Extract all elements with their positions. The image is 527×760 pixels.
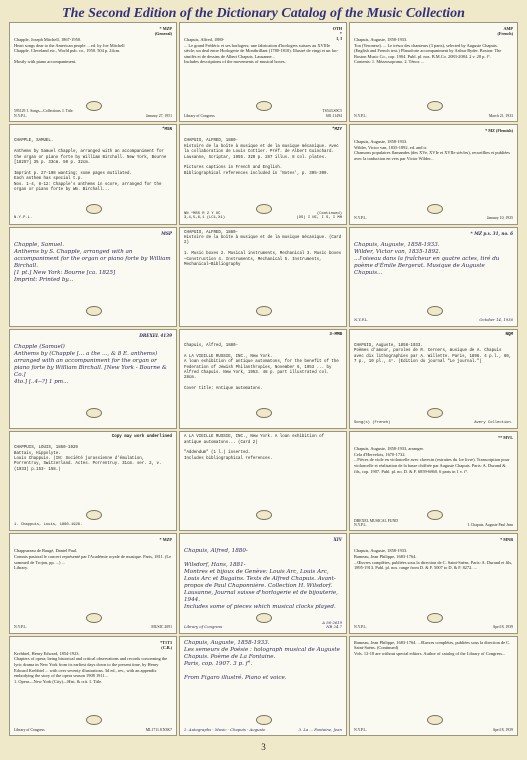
card-footer-left: N.Y.P.L.: [354, 113, 367, 118]
card-punch-hole: [256, 306, 272, 316]
card-footer-right: TS543.S9C5 681.11494: [322, 109, 342, 118]
card-entry-text: Chapuis, Auguste, 1858-1933. Wilder, Victor van, 1835-1892, ed. and tr. Chansons populaires flamandes (des XVe, XVIe et XVIIe siècles), recueillies et publiées avec la traduction en vers par Victor Wilder...: [354, 139, 510, 162]
catalog-card: [9, 533, 177, 633]
catalog-card: [349, 22, 518, 122]
card-footer-right: October 14, 1936: [479, 317, 513, 323]
card-punch-hole: [256, 101, 272, 111]
catalog-card: [9, 431, 177, 531]
catalog-card: [179, 329, 347, 429]
card-footer-left: N.Y.P.L.: [354, 317, 369, 323]
call-number: *MZY: [331, 128, 342, 133]
card-entry-text: Chapple (Samuel) Anthems by (Chapple [... a the ..., & 8 E. anthems) arranged with an accompaniment for the organ or piano forte by William Birchall. [New York - Bourne & Co.] 4to.] [..4--?] 1 pm...: [14, 343, 167, 385]
catalog-card: [9, 636, 177, 736]
card-entry-text: Chapuis, Auguste, 1858-1933. Ton (Veronese). ... Le trésor des chanteurs (3 parts), selected by Auguste Chapuis. (English and French text.) Planoforte accompaniment by Arthur Ryder. Boston: The Boston Music Co., cop. 1904. Publ. pl. nos. B.M.Co. 2083-2084. 2 v. 28 p. f°. Contents: 1. Mézzosoprano. 2. Ténor. ...: [354, 37, 502, 65]
catalog-card: [9, 124, 177, 224]
catalog-card: [179, 533, 347, 633]
card-entry-text: CHAPUIS, ALFRED, 1880- Histoire de la boîte à musique et de la musique mécanique. (Card 2) 1. Music boxes 2. Musical instruments, Mechanical 3. Music boxes—Construction 4. Instruments, Mechanical 5. Instruments, Mechanical—Bibliography: [184, 230, 342, 268]
card-entry-text: Rameau, Jean Philippe, 1683-1764. ...Œuvres complètes, publiées sous la direction de C. Saint-Saëns. (Continued) Vols. 12-18 are without special editors. Author of catalog of the Library of Congress...: [354, 639, 511, 656]
card-entry-text: Chapuis, Alfred, 1880- Wilsdorf, Hans, 1881- Montres et bijoux de Genève: Louis Arc, Louis Arc, Louis Arc et Bugains. Texts de Alfred Chapuis. Avant-propos de Paul Chaponnière. Collection H. Wilsdorf. Lausanne, Journal suisse d'horlogerie et de bijouterie, 1944. Includes some of pieces which musical clocks played.: [184, 548, 338, 611]
card-punch-hole: [86, 408, 102, 418]
card-footer-left: 2. Autographs - Music - Chapuis - Auguste: [184, 726, 266, 732]
card-punch-hole: [86, 613, 102, 623]
catalog-card: [179, 636, 347, 736]
card-footer-left: DREXEL MUSICAL FUND N.Y.P.L.: [354, 518, 399, 528]
card-footer-left: N.Y.P.L.: [354, 216, 367, 221]
catalog-card: [9, 227, 177, 327]
call-number: *T1T3 (C.B.): [160, 639, 172, 650]
card-punch-hole: [86, 204, 102, 214]
card-punch-hole: [427, 204, 443, 214]
card-footer-left: 1. Chappuis, Louis, 1860-1929.: [14, 523, 83, 528]
card-punch-hole: [256, 408, 272, 418]
card-footer-right: 3. La ... Fontaine, Jean: [298, 726, 342, 732]
card-punch-hole: [256, 204, 272, 214]
card-entry-text: Chapuis, Auguste, 1858-1933. Wilder, Victor van, 1835-1892. ...l'oiseau dans la fraîcheur en quatre actes, tiré du poème d'Émile Bergerat. Musique de Auguste Chapuis...: [354, 241, 500, 276]
card-entry-text: Chappuzeau de Baugé, Daniel Paul. Comnis pastoral le concert représenté par l'Académie royale de musique. Paris, 1811. (Le sommeil de Trojan, pp. ...) ... Library.: [14, 548, 172, 571]
page-number: 3: [261, 742, 266, 752]
catalog-card: [349, 124, 518, 224]
call-number: * MZ p.v. 31, no. 6: [470, 230, 513, 236]
card-entry-text: Chapuis, Auguste, 1858-1933. Les semeurs de Poésie : holograph musical de Auguste Chapuis. Poème de La Fontaine. Paris, cop. 1907. 3 p. f°. From Figaro illustré. Piano et voice.: [184, 639, 340, 681]
catalog-card: [179, 227, 347, 327]
catalog-card-grid: [9, 22, 518, 740]
card-footer-left: N.Y.P.L.: [354, 727, 367, 732]
card-footer-right: March 21, 1933: [488, 113, 513, 118]
card-footer-left: Library of Congress: [184, 113, 215, 118]
call-number: * MZP (General): [154, 26, 172, 36]
card-footer-right: January 10, 1935: [486, 216, 513, 221]
call-number: ** MVL: [497, 435, 513, 441]
catalog-card: [349, 431, 518, 531]
card-entry-text: Chapuis, Auguste, 1858-1933, arranger. Cela d'Hervelois, 1670-1732. ...Pièces de viole en violoncelle avec clavecin (extraites du 1re livre). Transcription pour violoncelle et réalisation de la basse chiffrée par Auguste Chapuis. Paris: A. Durand & fils, cop. 1907. Publ. pl. no. D. & F. 6859-6860. 6 parts in 1 v. f°.: [354, 446, 510, 474]
card-footer-right: MUSIC 2091: [151, 625, 172, 630]
card-footer-left: N.Y.P.L.: [14, 625, 27, 630]
card-entry-text: A LA VIEILLE RUSSIE, INC., New York. A loan exhibition of antique automatons... (Card 2) "Addendum" (1 l.) inserted. Includes bibliographical references.: [184, 435, 325, 461]
catalog-card: [349, 329, 518, 429]
card-punch-hole: [86, 306, 102, 316]
call-number: AMP (French): [497, 26, 513, 36]
catalog-card: [349, 227, 518, 327]
card-entry-text: CHAPUIS, Auguste, 1858-1933. Poèmes d'amour, paroles de R. Cerners, musique de A. Chapuis avec dix lithographies par A. Willette. Paris, 1896. 4 p.l., 60, 7 p., 10 pl., 4°. (Edition du journal "Le journal."): [354, 343, 512, 365]
card-footer-right: ML1711.8.N3K7: [145, 727, 172, 732]
card-entry-text: Chapuis, Alfred, 1880- A LA VIEILLE RUSSIE, INC., New York. A loan exhibition of antique automatons, for the benefit of the Federation of Jewish Philanthropies, November 6, 1953 ... by Alfred Chapuis. New York, 1953. 48 p. part illustrated col. 28cm. Cover title: Antique automatons.: [184, 343, 339, 392]
call-number: 3-MMB: [329, 332, 342, 337]
card-punch-hole: [86, 715, 102, 725]
call-number: *MSN: [161, 128, 172, 133]
card-punch-hole: [256, 613, 272, 623]
card-footer-right: Avery Collection.: [474, 420, 513, 425]
card-punch-hole: [427, 306, 443, 316]
card-footer-right: January 27, 1951: [145, 113, 172, 118]
catalog-card: [179, 124, 347, 224]
card-entry-text: Chapple, Joseph Mitchell, 1867-1950. Heart songs dear to the American people ... ed. by Joe Mitchell Chapple. Cleveland etc., World pub. co., 1950. 504 p. 24cm. Mostly with piano accompaniment.: [14, 37, 125, 65]
card-punch-hole: [427, 510, 443, 520]
card-entry-text: Chapuis, Auguste, 1858-1933. Rameau, Jean Philippe, 1683-1764. ...Œuvres complètes, publiées sous la direction de C. Saint-Saëns. Paris: A. Durand et fils, 1895-1913. Publ. pl. nos. range from D. & F. 5007 to D. & F. 8272. ...: [354, 548, 513, 571]
call-number: OTH * 1, I: [332, 26, 342, 41]
card-footer-right: (Continued) (OS) I NC, I S, I MH: [296, 211, 342, 221]
catalog-card: [9, 329, 177, 429]
card-punch-hole: [427, 613, 443, 623]
call-number: XIV: [333, 537, 342, 543]
card-entry-text: Chapuis, Alfred, 1880- ... Le grand Frédéric et ses horlogers; une fabrication d'horlogers suisses au XVIIIe siècle; un deal entre Horlogerie de Montbrillant (1780-1810). Illustré de vingt et un fac-similés et de dessins de Albert Chapuis. Lausanne... Includes descriptions of the movements of musical boxes.: [184, 37, 339, 65]
call-number: * MZ (Flemish): [485, 128, 513, 134]
call-number: MSP: [161, 230, 172, 236]
card-punch-hole: [86, 510, 102, 520]
card-punch-hole: [256, 715, 272, 725]
call-number: Copy may work underlined: [111, 435, 172, 440]
card-footer-right: A 56-2619 NB 24.7: [322, 619, 342, 630]
card-entry-text: CHAPPUIS, LOUIS, 1860-1929 Battais, Hippolyte. Louis Chappuis. (IN: Société jurassienne d'émulation, Porrentruy, Switzerland. Actes. Porrentruy. 31cm. ser. 2, v. (1933) p.153- 158.): [14, 446, 162, 472]
catalog-card: [9, 22, 177, 122]
card-punch-hole: [427, 715, 443, 725]
catalog-card: [179, 431, 347, 531]
call-number: NQM: [505, 332, 513, 337]
card-punch-hole: [427, 408, 443, 418]
card-footer-right: I. Chapuis, Auguste Paul Jean: [467, 523, 513, 528]
card-entry-text: CHAPPLE, SAMUEL. Anthems by Samuel Chapple, arranged with an accompaniment for the organ or piano forte by William Birchall. New York, Bourne [1825?] 35 p. 33cm. 50 p. 32cm. Imprint p. 27-108 wanting; some pages mutilated. Each anthem has special t.p. Nos. 1-4, 8-12: Chapple's anthems in score, arranged for the organ or piano forte by Wm. Birchall...: [14, 139, 167, 192]
card-footer-right: April 8, 1939: [492, 727, 513, 732]
card-footer-left: N.Y.P.L.: [354, 625, 367, 630]
card-entry-text: Chapple, Samuel. Anthems by S. Chapple, arranged with an accompaniment for the organ or piano forte by William Birchall. [1 pt.] New York: Bourne [ca. 1825] Imprint: Printed by...: [14, 241, 171, 283]
card-footer-left: 595129 1. Songs—Collections. I. Title. N.Y.P.L.: [14, 109, 74, 118]
card-footer-left: NN *MSS R 2 Y OC 3,4,5,6,1 (LC1,X1): [184, 211, 226, 221]
card-footer-right: April 8, 1939: [492, 625, 513, 630]
card-footer-left: Song(s) (French): [354, 420, 391, 425]
call-number: * MZP: [159, 537, 172, 543]
card-punch-hole: [86, 101, 102, 111]
card-entry-text: CHAPUIS, ALFRED, 1880- Histoire de la boîte à musique et de la musique mécanique. Avec la collaboration de Louis Cottier. Préf. de Albert Guinchard. Lausanne, Scriptar, 1955. 320 p. 287 illus. 8 col. plates. Pictures captions in French and English. Bibliographical references included in 'Notes', p. 305-309.: [184, 139, 339, 176]
catalog-card: [349, 533, 518, 633]
card-footer-left: Library of Congress: [184, 624, 223, 630]
call-number: DREXEL 4139: [139, 332, 172, 338]
catalog-card: [179, 22, 347, 122]
call-number: * MNB: [500, 537, 513, 543]
card-entry-text: Krehbiel, Henry Edward, 1854-1923. Chapters of opera; being historical and critical observations and records concerning the lyric drama in New York from its earliest days down to the present time, by Henry Edward Krehbiel ... with over seventy illustrations. 3d ed., rev., with an appendix embodying the story of the opera season 1908 1911... 1. Opera—New York (City)—Hist. & crit. I. Title.: [14, 650, 168, 684]
card-punch-hole: [256, 510, 272, 520]
page-title: The Second Edition of the Dictionary Catalog of the Music Collection: [62, 6, 465, 21]
card-footer-left: N.Y.P.L.: [14, 216, 33, 221]
catalog-card: [349, 636, 518, 736]
card-footer-left: Library of Congress: [14, 727, 45, 732]
card-punch-hole: [427, 101, 443, 111]
